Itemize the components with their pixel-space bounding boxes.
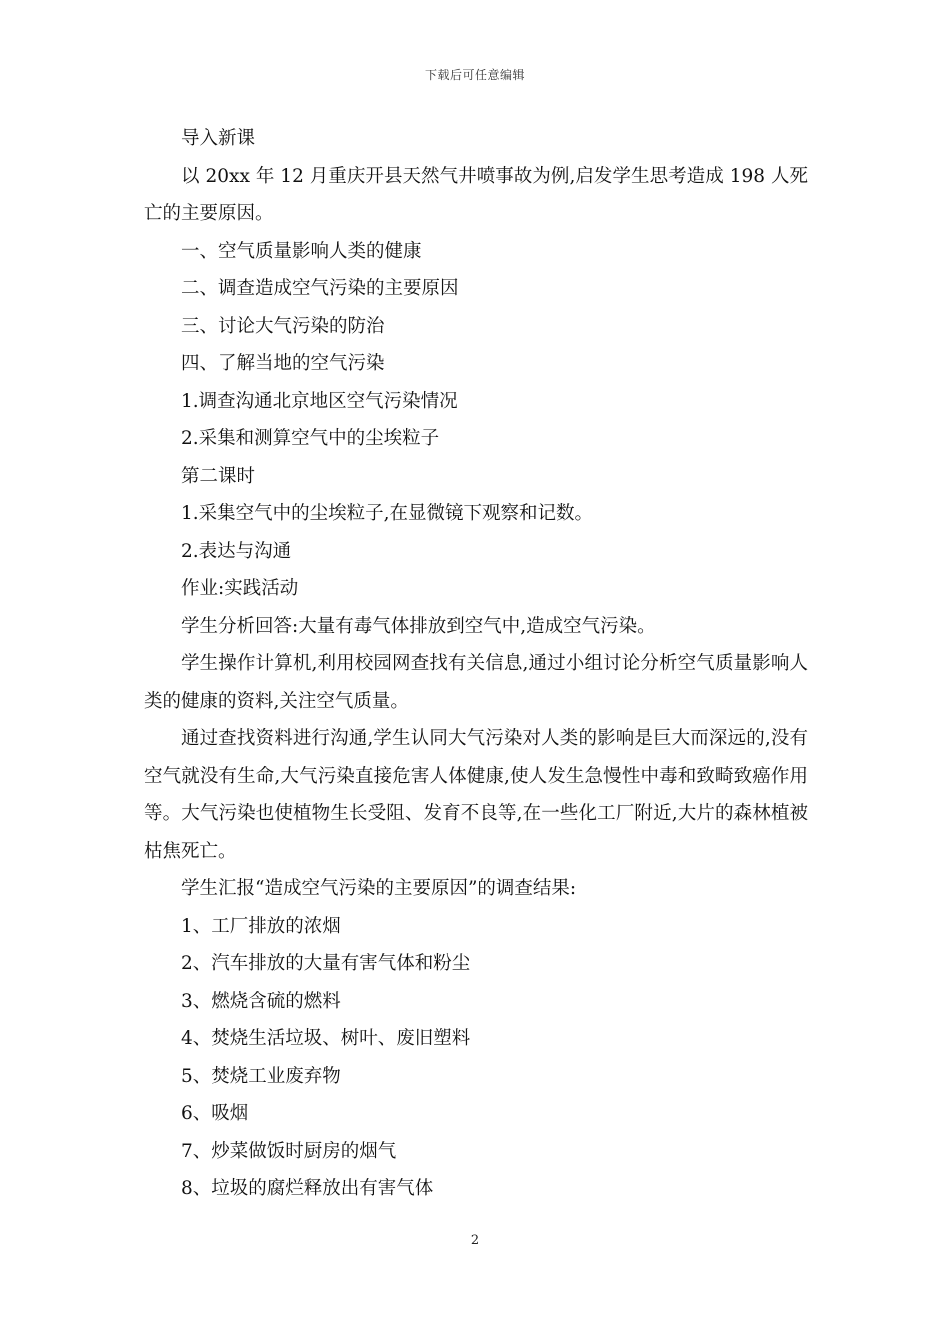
list-item: 2、汽车排放的大量有害气体和粉尘 [181, 953, 471, 974]
paragraph: 二、调查造成空气污染的主要原因 [181, 278, 459, 299]
paragraph: 2.表达与沟通 [181, 540, 292, 562]
list-item: 6、吸烟 [181, 1103, 249, 1124]
list-item: 7、炒菜做饭时厨房的烟气 [181, 1140, 397, 1162]
paragraph: 1.采集空气中的尘埃粒子,在显微镜下观察和记数。 [181, 503, 594, 524]
paragraph: 1.调查沟通北京地区空气污染情况 [181, 390, 458, 412]
paragraph: 导入新课 [181, 128, 256, 149]
paragraph: 作业:实践活动 [181, 578, 299, 599]
document-body [144, 120, 808, 1208]
page-number: 2 [470, 1233, 480, 1248]
paragraph: 三、讨论大气污染的防治 [181, 315, 385, 337]
paragraph: 学生分析回答:大量有毒气体排放到空气中,造成空气污染。 [181, 615, 656, 637]
paragraph: 通过查找资料进行沟通,学生认同大气污染对人类的影响是巨大而深远的,没有空气就没有生命,大气污染直接危害人体健康,使人发生急慢性中毒和致畸致癌作用等。大气污染也使植物生长受阻、发育不良等,在一些化工厂附近,大片的森林植被枯焦死亡。 [144, 728, 808, 862]
paragraph: 学生汇报“造成空气污染的主要原因”的调查结果: [181, 878, 577, 899]
list-item: 8、垃圾的腐烂释放出有害气体 [181, 1178, 434, 1199]
paragraph: 2.采集和测算空气中的尘埃粒子 [181, 428, 440, 449]
paragraph: 一、空气质量影响人类的健康 [181, 240, 422, 262]
paragraph: 以 20xx 年 12 月重庆开县天然气井喷事故为例,启发学生思考造成 198 人死亡的主要原因。 [144, 165, 808, 224]
paragraph: 学生操作计算机,利用校园网查找有关信息,通过小组讨论分析空气质量影响人类的健康的资料,关注空气质量。 [144, 653, 808, 712]
paragraph: 四、了解当地的空气污染 [181, 353, 385, 374]
page-header: 下载后可任意编辑 [424, 68, 525, 82]
list-item: 3、燃烧含硫的燃料 [181, 990, 341, 1012]
list-item: 4、焚烧生活垃圾、树叶、废旧塑料 [181, 1028, 471, 1049]
list-item: 5、焚烧工业废弃物 [181, 1065, 341, 1087]
paragraph: 第二课时 [181, 465, 256, 487]
list-item: 1、工厂排放的浓烟 [181, 915, 341, 937]
